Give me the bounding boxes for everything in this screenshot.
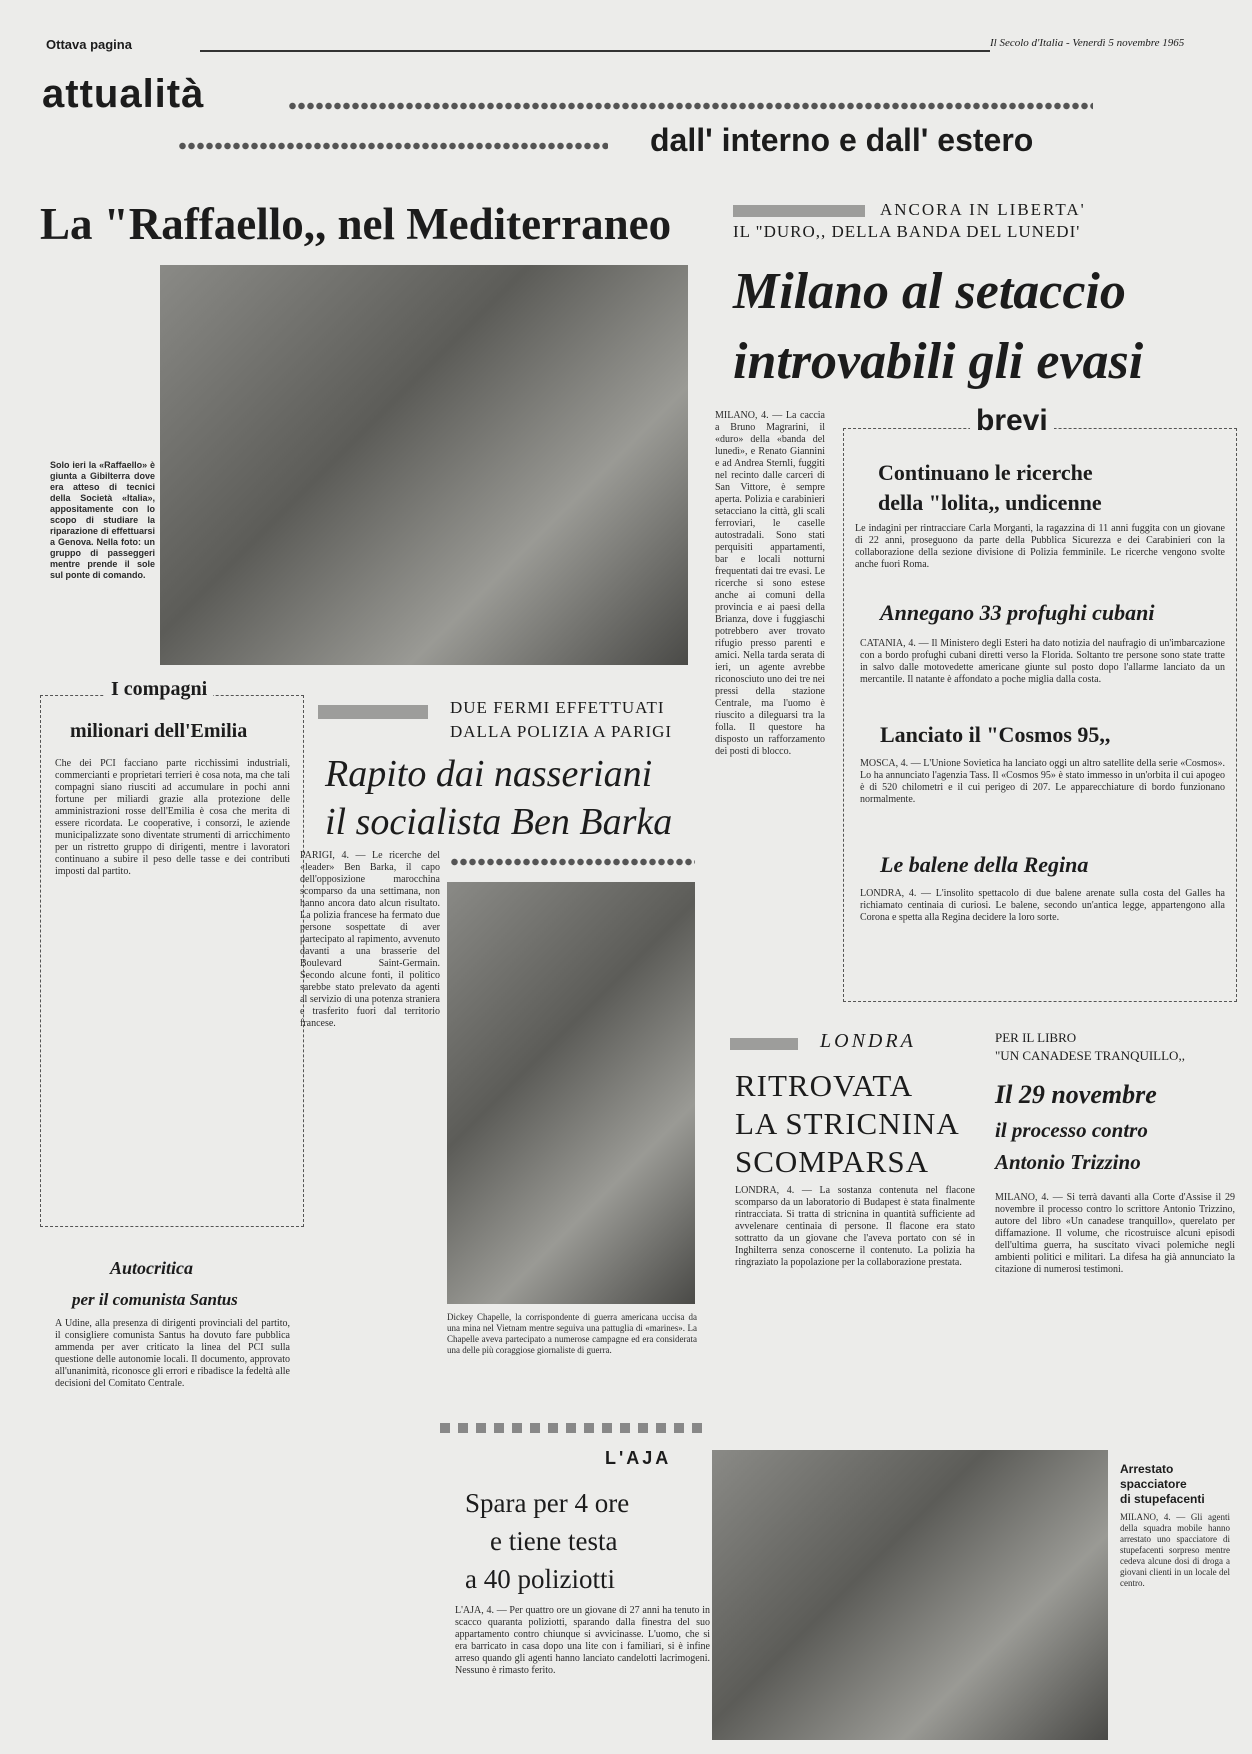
milano-title-2: introvabili gli evasi	[733, 333, 1144, 390]
londra-kicker: LONDRA	[820, 1030, 916, 1052]
spacciatore-title-3: di stupefacenti	[1120, 1492, 1205, 1506]
compagni-body: Che dei PCI facciano parte ricchissimi industriali, commercianti e proprietari terrieri è cosa nota, ma che tali compagni siano riusciti ad accumulare in pochi anni fortune per miliardi grazie alla protezione delle amministrazioni rosse dell'Emilia è cosa che merita di essere ricordata. Le cooperative, i consorzi, le aziende municipalizzate sono diventate strumenti di arricchimento per un ristretto gruppo di dirigenti, mentre i lavoratori continuano a subire il peso delle tasse e dei contributi imposti dal partito.	[55, 758, 290, 877]
autocritica-body: A Udine, alla presenza di dirigenti provinciali del partito, il consigliere comunista Santus ha dovuto fare pubblica ammenda per aver criticato la linea del PCI sulla questione delle autonomie locali. Il documento, approvato all'unanimità, riconosce gli errori e ribadisce la fedeltà alle decisioni del Comitato Centrale.	[55, 1318, 290, 1389]
aja-title-1: Spara per 4 ore	[465, 1488, 630, 1518]
masthead-rule	[200, 50, 990, 52]
trizzino-kicker-2: "UN CANADESE TRANQUILLO,,	[995, 1048, 1185, 1063]
benbarka-kicker-bar	[318, 705, 428, 719]
section-label: Ottava pagina	[46, 37, 132, 52]
benbarka-dots	[450, 856, 695, 868]
autocritica-title-2: per il comunista Santus	[72, 1290, 238, 1309]
cosmos-title: Lanciato il "Cosmos 95,,	[880, 722, 1111, 747]
benbarka-kicker-1: DUE FERMI EFFETTUATI	[450, 698, 665, 717]
spacciatore-body: MILANO, 4. — Gli agenti della squadra mobile hanno arrestato uno spacciatore di stupefacenti sorpreso mentre cedeva alcune dosi di droga a giovani clienti in un locale del centro.	[1120, 1512, 1230, 1588]
milano-kicker-2: IL "DURO,, DELLA BANDA DEL LUNEDI'	[733, 222, 1081, 241]
lolita-title-2: della "lolita,, undicenne	[878, 490, 1102, 515]
balene-title: Le balene della Regina	[880, 852, 1089, 877]
londra-title-3: SCOMPARSA	[735, 1144, 929, 1179]
trizzino-title-2: il processo contro	[995, 1118, 1148, 1142]
benbarka-kicker-2: DALLA POLIZIA A PARIGI	[450, 722, 673, 741]
cubani-body: CATANIA, 4. — Il Ministero degli Esteri ha dato notizia del naufragio di un'imbarcazione con a bordo profughi cubani diretti verso la Florida. Soltanto tre persone sono state tratte in salvo dalle motovedette americane giunte sul posto dopo l'allarme lanciato da un mercantile. Il natante è affondato a poche miglia dalla costa.	[860, 638, 1225, 685]
milano-title-1: Milano al setaccio	[733, 263, 1126, 320]
milano-kicker-1: ANCORA IN LIBERTA'	[880, 200, 1086, 219]
londra-title-2: LA STRICNINA	[735, 1106, 960, 1141]
benbarka-title-2: il socialista Ben Barka	[325, 801, 673, 843]
header-dots-1	[288, 100, 1093, 112]
londra-body: LONDRA, 4. — La sostanza contenuta nel flacone scomparso da un laboratorio di Budapest è stata finalmente rintracciata. Si tratta di stricnina in quantità sufficiente ad avvelenare centinaia di persone. Il flacone era stato sottratto da un giovane che l'aveva portato con sé in Inghilterra senza conoscerne il contenuto. La polizia ha ringraziato la popolazione per la collaborazione prestata.	[735, 1185, 975, 1268]
londra-title-1: RITROVATA	[735, 1068, 914, 1103]
aja-body: L'AJA, 4. — Per quattro ore un giovane di 27 anni ha tenuto in scacco quaranta poliziotti, sparando dalla finestra del suo appartamento contro chiunque si avvicinasse. L'uomo, che si era barricato in casa dopo una lite con i familiari, si è infine arreso quando gli agenti hanno lanciato candelotti lacrimogeni. Nessuno è rimasto ferito.	[455, 1605, 710, 1676]
trizzino-kicker-1: PER IL LIBRO	[995, 1030, 1077, 1045]
lolita-body: Le indagini per rintracciare Carla Morganti, la ragazzina di 11 anni fuggita con un giovane di 22 anni, proseguono da parte della Pubblica Sicurezza e dei Carabinieri con la collaborazione della sezione divisione di Polizia femminile. Le ricerche vengono svolte anche fuori Roma.	[855, 523, 1225, 570]
page-title: attualità	[42, 72, 205, 116]
aja-squares	[440, 1420, 730, 1432]
raffaello-caption: Solo ieri la «Raffaello» è giunta a Gibilterra dove era atteso di tecnici della Società «Italia», appositamente con lo scopo di studiare la riparazione di effettuarsi a Genova. Nella foto: un gruppo di passeggeri mentre prende il sole sul ponte di comando.	[50, 460, 155, 580]
raffaello-photo	[160, 265, 688, 665]
trizzino-body: MILANO, 4. — Si terrà davanti alla Corte d'Assise il 29 novembre il processo contro lo scrittore Antonio Trizzino, autore del libro «Un canadese tranquillo», querelato per diffamazione. Il volume, che ricostruisce alcuni episodi dell'ultima guerra, ha suscitato vivaci polemiche negli ambienti politici e militari. La difesa ha già annunciato la citazione di numerosi testimoni.	[995, 1192, 1235, 1275]
chapelle-photo	[447, 882, 695, 1304]
aja-title-2: e tiene testa	[490, 1526, 618, 1556]
issue-info: Il Secolo d'Italia - Venerdì 5 novembre 1965	[990, 37, 1185, 49]
chapelle-caption: Dickey Chapelle, la corrispondente di guerra americana uccisa da una mina nel Vietnam mentre seguiva una pattuglia di «marines». La Chapelle aveva partecipato a numerose campagne ed era considerata una delle più coraggiose giornaliste di guerra.	[447, 1312, 697, 1355]
benbarka-body: PARIGI, 4. — Le ricerche del «leader» Ben Barka, il capo dell'opposizione marocchina scomparso da una settimana, non hanno ancora dato alcun risultato. La polizia francese ha fermato due persone sospettate di aver partecipato al rapimento, avvenuto davanti a una brasserie del Boulevard Saint-Germain. Secondo alcune fonti, il politico sarebbe stato prelevato da agenti al servizio di una potenza straniera e trasferito fuori dal territorio francese.	[300, 850, 440, 1029]
trizzino-title-1: Il 29 novembre	[995, 1080, 1157, 1109]
milano-kicker-bar	[733, 205, 865, 217]
aja-photo	[712, 1450, 1108, 1740]
balene-body: LONDRA, 4. — L'insolito spettacolo di due balene arenate sulla costa del Galles ha richiamato centinaia di curiosi. Le balene, secondo un'antica legge, appartengono alla Corona e spetta alla Regina decidere la loro sorte.	[860, 888, 1225, 923]
spacciatore-title-2: spacciatore	[1120, 1477, 1187, 1491]
compagni-title-1: I compagni	[105, 678, 213, 701]
benbarka-title-1: Rapito dai nasseriani	[325, 753, 653, 795]
aja-kicker: L'AJA	[605, 1448, 672, 1468]
trizzino-title-3: Antonio Trizzino	[995, 1150, 1141, 1174]
aja-title-3: a 40 poliziotti	[465, 1564, 615, 1594]
milano-body: MILANO, 4. — La caccia a Bruno Magrarini, il «duro» della «banda del lunedì», e Renato Giannini e ad Andrea Sternli, fuggiti nel recinto dalle carceri di San Vittore, è sempre aperta. Polizia e carabinieri setacciano la città, gli scali ferroviari, le caselle autostradali. Sono stati perquisiti appartamenti, bar e locali notturni frequentati dai tre evasi. Le ricerche si sono estese anche ai comuni della provincia e ai paesi della Brianza, dove i fuggiaschi potrebbero aver trovato rifugio presso parenti e amici. Nella tarda serata di ieri, un agente avrebbe riconosciuto uno dei tre nei pressi della stazione Centrale, ma l'uomo è riuscito a dileguarsi tra la folla. Il questore ha disposto un rafforzamento dei posti di blocco.	[715, 410, 825, 757]
raffaello-title: La "Raffaello,, nel Mediterraneo	[40, 199, 672, 249]
spacciatore-title-1: Arrestato	[1120, 1462, 1174, 1476]
autocritica-title-1: Autocritica	[110, 1258, 194, 1278]
brevi-label: brevi	[970, 404, 1054, 438]
compagni-title-2: milionari dell'Emilia	[70, 720, 248, 742]
cubani-title: Annegano 33 profughi cubani	[880, 600, 1155, 625]
header-dots-2	[178, 140, 608, 152]
lolita-title-1: Continuano le ricerche	[878, 460, 1093, 485]
londra-kicker-bar	[730, 1038, 798, 1050]
page-subtitle: dall' interno e dall' estero	[650, 122, 1034, 158]
cosmos-body: MOSCA, 4. — L'Unione Sovietica ha lanciato oggi un altro satellite della serie «Cosmos». Lo ha annunciato l'agenzia Tass. Il «Cosmos 95» è stato immesso in un'orbita il cui apogeo è di 520 chilometri e il cui perigeo di 207. Le apparecchiature di bordo funzionano normalmente.	[860, 758, 1225, 805]
